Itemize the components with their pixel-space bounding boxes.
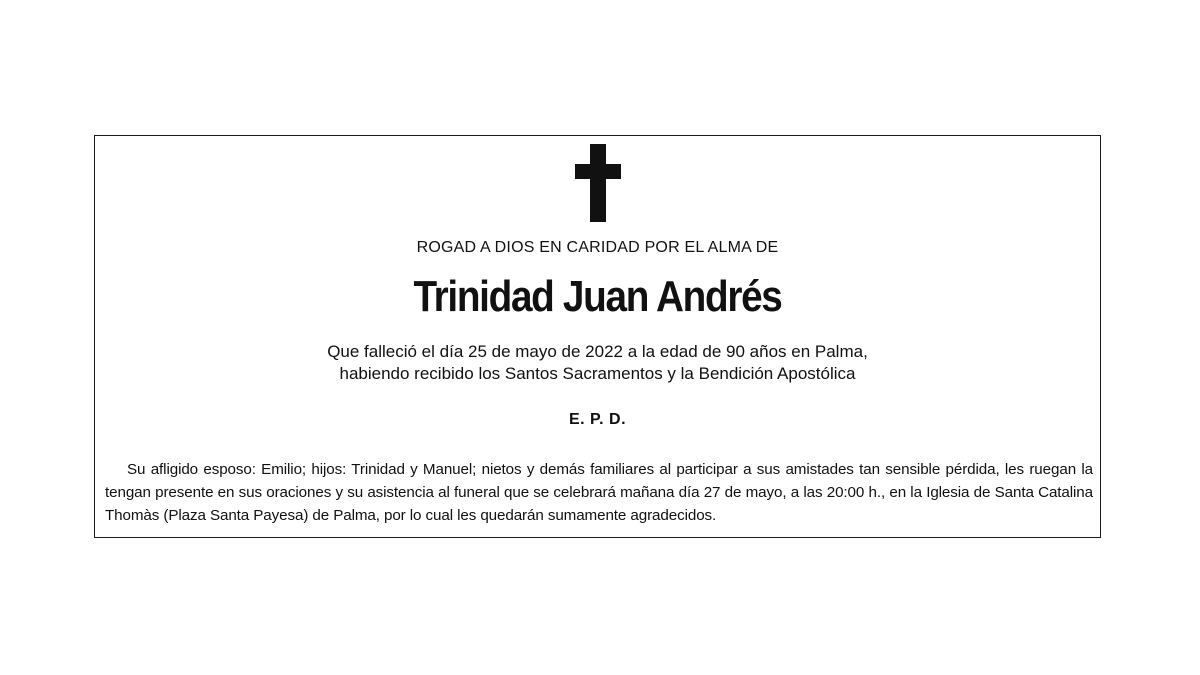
death-line-2: habiendo recibido los Santos Sacramentos y la Bendición Apostólica	[339, 364, 856, 383]
latin-cross-icon	[575, 144, 621, 222]
prayer-line: ROGAD A DIOS EN CARIDAD POR EL ALMA DE	[416, 239, 779, 256]
obituary-notice	[94, 135, 1101, 538]
death-line-1: Que falleció el día 25 de mayo de 2022 a la edad de 90 años en Palma,	[327, 342, 868, 361]
cross-horizontal-bar	[575, 164, 621, 179]
deceased-name: Trinidad Juan Andrés	[413, 272, 782, 321]
cross-vertical-bar	[590, 144, 606, 222]
epd-abbreviation: E. P. D.	[568, 411, 627, 428]
family-message: Su afligido esposo: Emilio; hijos: Trinidad y Manuel; nietos y demás familiares al participar a sus amistades tan sensible pérdida, les ruegan la tengan presente en sus oraciones y su asistencia al funeral que se celebrará mañana día 27 de mayo, a las 20:00 h., en la Iglesia de Santa Catalina Thomàs (Plaza Santa Payesa) de Palma, por lo cual les quedarán sumamente agradecidos.	[105, 461, 1093, 524]
